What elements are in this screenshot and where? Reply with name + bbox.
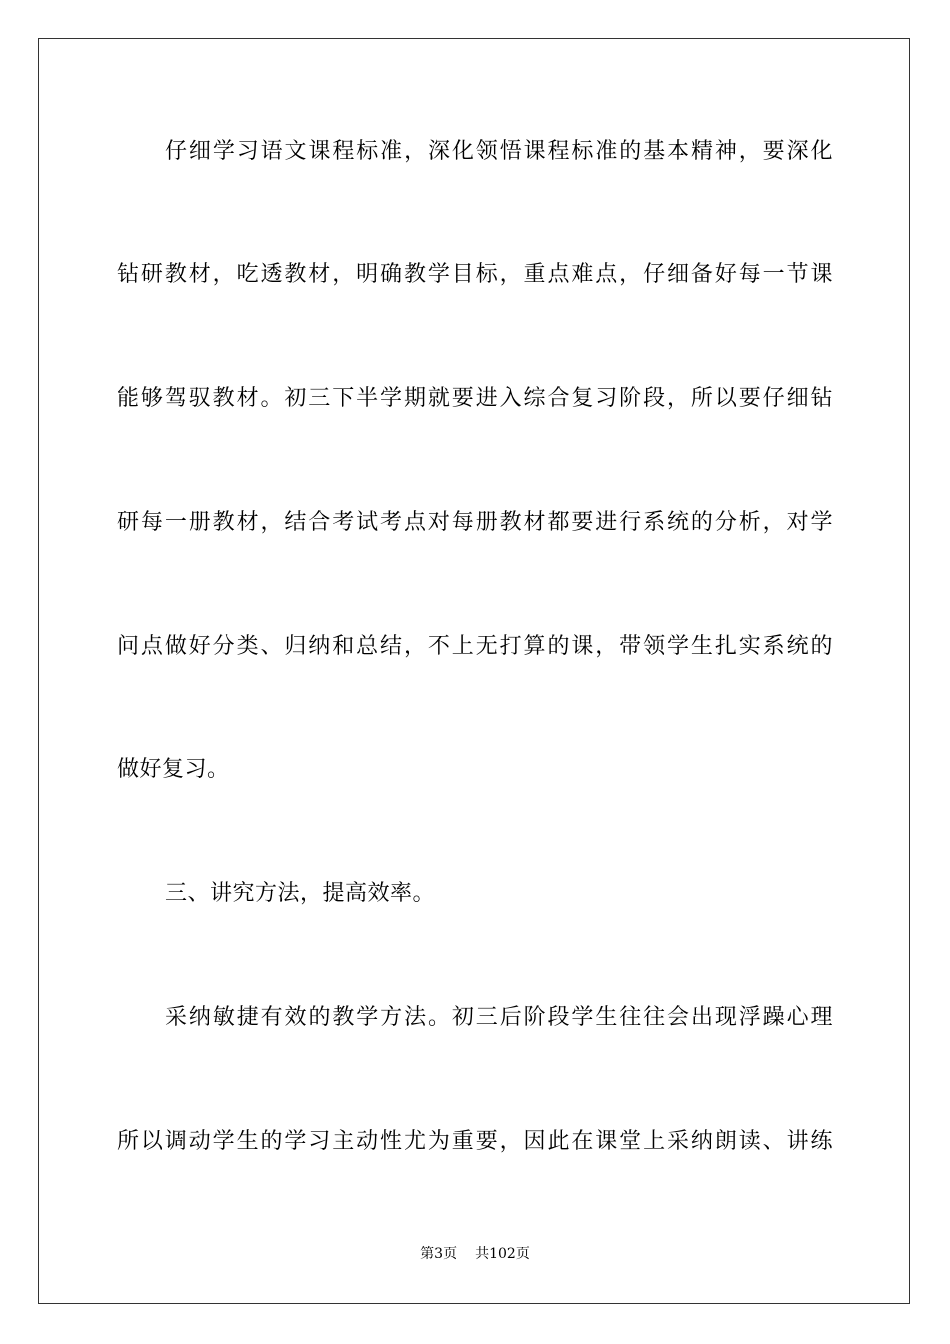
page-border [38, 38, 910, 1304]
paragraph-line: 所以调动学生的学习主动性尤为重要，因此在课堂上采纳朗读、讲练 [117, 1129, 833, 1154]
page-footer [0, 1244, 950, 1264]
page-total: 共102页 [475, 1246, 530, 1262]
paragraph-line: 采纳敏捷有效的教学方法。初三后阶段学生往往会出现浮躁心理 [165, 1005, 833, 1030]
section-heading: 三、讲究方法，提高效率。 [165, 881, 436, 906]
paragraph-line: 问点做好分类、归纳和总结，不上无打算的课，带领学生扎实系统的 [117, 634, 833, 659]
paragraph-line: 仔细学习语文课程标准，深化领悟课程标准的基本精神，要深化 [165, 139, 833, 164]
paragraph-line: 能够驾驭教材。初三下半学期就要进入综合复习阶段，所以要仔细钻 [117, 386, 833, 411]
paragraph-line: 做好复习。 [117, 757, 230, 782]
paragraph-line: 研每一册教材，结合考试考点对每册教材都要进行系统的分析，对学 [117, 510, 833, 535]
page-number: 第3页 [420, 1246, 458, 1262]
paragraph-line: 钻研教材，吃透教材，明确教学目标，重点难点，仔细备好每一节课 [117, 262, 833, 287]
